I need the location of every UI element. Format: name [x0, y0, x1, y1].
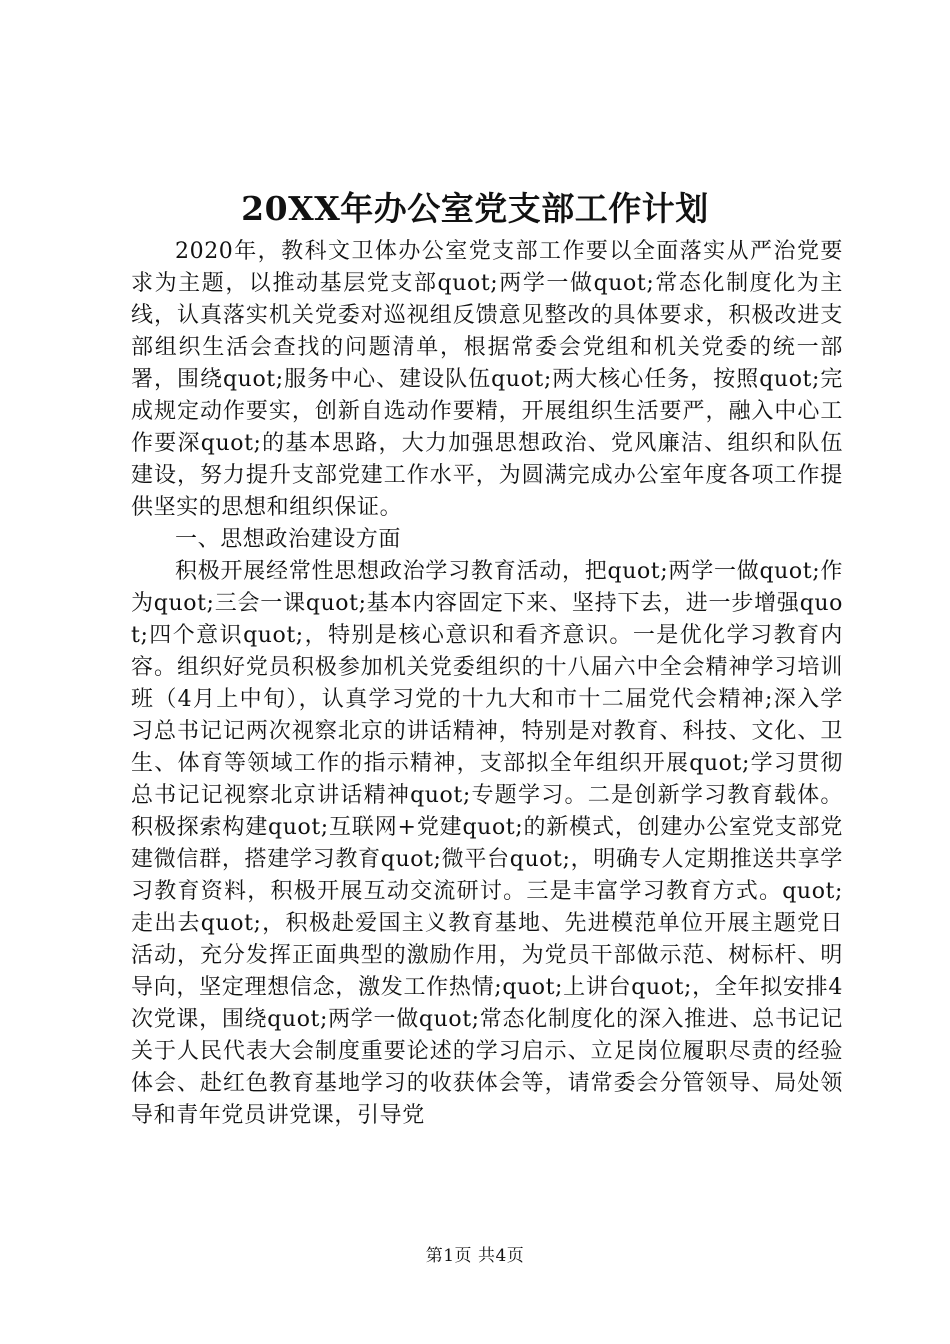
document-body — [131, 236, 843, 1132]
page-number-footer: 第1页 共4页 — [425, 1246, 525, 1266]
document-title: 20XX年办公室党支部工作计划 — [241, 189, 709, 228]
section-paragraph: 积极开展经常性思想政治学习教育活动，把quot;两学一做quot;作为quot;三会一课quot;基本内容固定下来、坚持下去，进一步增强quot;四个意识quot;，特别是核心意识和看齐意识。一是优化学习教育内容。组织好党员积极参加机关党委组织的十八届六中全会精神学习培训班（4月上中旬），认真学习党的十九大和市十二届党代会精神;深入学习总书记记两次视察北京的讲话精神，特别是对教育、科技、文化、卫生、体育等领域工作的指示精神，支部拟全年组织开展quot;学习贯彻总书记记视察北京讲话精神quot;专题学习。二是创新学习教育载体。积极探索构建quot;互联网+党建quot;的新模式，创建办公室党支部党建微信群，搭建学习教育quot;微平台quot;，明确专人定期推送共享学习教育资料，积极开展互动交流研讨。三是丰富学习教育方式。quot;走出去quot;，积极赴爱国主义教育基地、先进模范单位开展主题党日活动，充分发挥正面典型的激励作用，为党员干部做示范、树标杆、明导向，坚定理想信念，激发工作热情;quot;上讲台quot;，全年拟安排4次党课，围绕quot;两学一做quot;常态化制度化的深入推进、总书记记关于人民代表大会制度重要论述的学习启示、立足岗位履职尽责的经验体会、赴红色教育基地学习的收获体会等，请常委会分管领导、局处领导和青年党员讲党课，引导党 — [131, 559, 843, 1128]
section-heading: 一、思想政治建设方面 — [175, 527, 402, 552]
intro-paragraph: 2020年，教科文卫体办公室党支部工作要以全面落实从严治党要求为主题，以推动基层党支部quot;两学一做quot;常态化制度化为主线，认真落实机关党委对巡视组反馈意见整改的具体要求，积极改进支部组织生活会查找的问题清单，根据常委会党组和机关党委的统一部署，围绕quot;服务中心、建设队伍quot;两大核心任务，按照quot;完成规定动作要实，创新自选动作要精，开展组织生活要严，融入中心工作要深quot;的基本思路，大力加强思想政治、党风廉洁、组织和队伍建设，努力提升支部党建工作水平，为圆满完成办公室年度各项工作提供坚实的思想和组织保证。 — [131, 239, 843, 520]
